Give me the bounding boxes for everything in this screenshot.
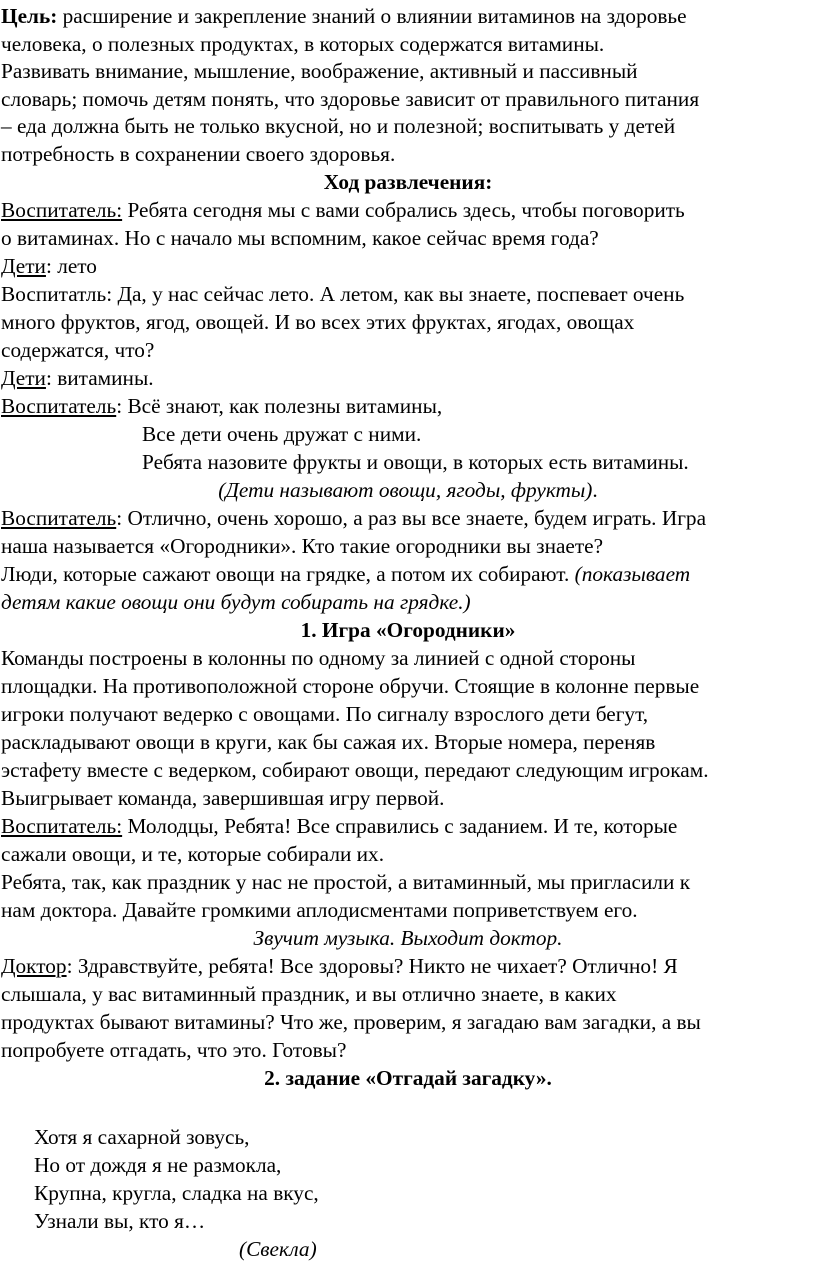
dialogue-line: [1, 197, 685, 223]
paragraph-line: Люди, которые сажают овощи на грядке, а потом их собирают. (показывает: [1, 562, 691, 586]
speaker-label: Дети: [1, 366, 46, 390]
paragraph-line: площадки. На противоположной стороне обручи. Стоящие в колонне первые: [1, 674, 700, 698]
dialogue-line: [1, 253, 97, 279]
paragraph-line: раскладывают овощи в круги, как бы сажая их. Вторые номера, переняв: [1, 730, 656, 754]
speaker-label: Доктор: [1, 954, 67, 978]
speaker-label: Воспитатель:: [1, 198, 123, 222]
dialogue-line: [1, 393, 442, 419]
riddle-line: Но от дождя я не размокла,: [34, 1153, 282, 1177]
paragraph-line: Команды построены в колонны по одному за линией с одной стороны: [1, 646, 636, 670]
dialogue-line: [1, 505, 706, 531]
stage-direction: (Дети называют овощи, ягоды, фрукты).: [218, 478, 598, 502]
paragraph-line: Ребята, так, как праздник у нас не простой, а витаминный, мы пригласили к: [1, 870, 691, 894]
speaker-label: Воспитатель: [1, 394, 117, 418]
paragraph-line: Выигрывает команда, завершившая игру первой.: [1, 786, 445, 810]
dialogue-text: : витамины.: [45, 366, 154, 390]
dialogue-line: [1, 813, 677, 839]
dialogue-line: [1, 953, 678, 979]
speaker-label: Воспитатель:: [1, 814, 123, 838]
stage-direction: детям какие овощи они будут собирать на грядке.): [1, 590, 471, 614]
section-heading: 2. задание «Отгадай загадку».: [264, 1066, 552, 1090]
dialogue-text: : Здравствуйте, ребята! Все здоровы? Никто не чихает? Отлично! Я: [66, 954, 678, 978]
paragraph-line: слышала, у вас витаминный праздник, и вы отлично знаете, в каких: [1, 982, 617, 1006]
paragraph-line: нам доктора. Давайте громкими аплодисментами поприветствуем его.: [1, 898, 638, 922]
goal-line-1: [1, 3, 687, 29]
riddle-line: Крупна, кругла, сладка на вкус,: [34, 1181, 319, 1205]
paragraph-line: наша называется «Огородники». Кто такие огородники вы знаете?: [1, 534, 604, 558]
paragraph-line: игроки получают ведерко с овощами. По сигналу взрослого дети бегут,: [1, 702, 649, 726]
riddle-answer: (Свекла): [239, 1237, 317, 1261]
verse-line: Ребята назовите фрукты и овощи, в которых есть витамины.: [142, 450, 689, 474]
paragraph-line: сажали овощи, и те, которые собирали их.: [1, 842, 385, 866]
goal-text: расширение и закрепление знаний о влиянии витаминов на здоровье: [57, 4, 687, 28]
section-heading: Ход развлечения:: [323, 170, 493, 194]
paragraph-line: продуктах бывают витамины? Что же, проверим, я загадаю вам загадки, а вы: [1, 1010, 701, 1034]
goal-label: Цель:: [1, 4, 58, 28]
dialogue-text: : Всё знают, как полезны витамины,: [116, 394, 443, 418]
paragraph-line: словарь; помочь детям понять, что здоровье зависит от правильного питания: [1, 87, 700, 111]
dialogue-text: Ребята сегодня мы с вами собрались здесь, чтобы поговорить: [122, 198, 685, 222]
paragraph-line: много фруктов, ягод, овощей. И во всех этих фруктах, ягодах, овощах: [1, 310, 635, 334]
paragraph-line: попробуете отгадать, что это. Готовы?: [1, 1038, 347, 1062]
riddle-line: Узнали вы, кто я…: [34, 1209, 206, 1233]
paragraph-line: эстафету вместе с ведерком, собирают овощи, передают следующим игрокам.: [1, 758, 709, 782]
dialogue-text: : лето: [45, 254, 97, 278]
paragraph-line: Развивать внимание, мышление, воображение, активный и пассивный: [1, 59, 638, 83]
stage-direction: Звучит музыка. Выходит доктор.: [253, 926, 563, 950]
speaker-label: Дети: [1, 254, 46, 278]
speaker-label: Воспитатель: [1, 506, 117, 530]
paragraph-line: содержатся, что?: [1, 338, 155, 362]
dialogue-text: Молодцы, Ребята! Все справились с заданием. И те, которые: [122, 814, 678, 838]
paragraph-line: Воспитатль: Да, у нас сейчас лето. А летом, как вы знаете, поспевает очень: [1, 282, 685, 306]
dialogue-text: : Отлично, очень хорошо, а раз вы все знаете, будем играть. Игра: [116, 506, 707, 530]
stage-direction: (показывает: [574, 562, 691, 586]
section-heading: 1. Игра «Огородники»: [300, 618, 516, 642]
paragraph-line: о витаминах. Но с начало мы вспомним, какое сейчас время года?: [1, 226, 599, 250]
riddle-line: Хотя я сахарной зовусь,: [34, 1125, 250, 1149]
paragraph-line: – еда должна быть не только вкусной, но и полезной; воспитывать у детей: [1, 114, 676, 138]
paragraph-line: потребность в сохранении своего здоровья.: [1, 142, 396, 166]
paragraph-line: человека, о полезных продуктах, в которых содержатся витамины.: [1, 32, 605, 56]
verse-line: Все дети очень дружат с ними.: [142, 422, 422, 446]
dialogue-line: [1, 365, 154, 391]
